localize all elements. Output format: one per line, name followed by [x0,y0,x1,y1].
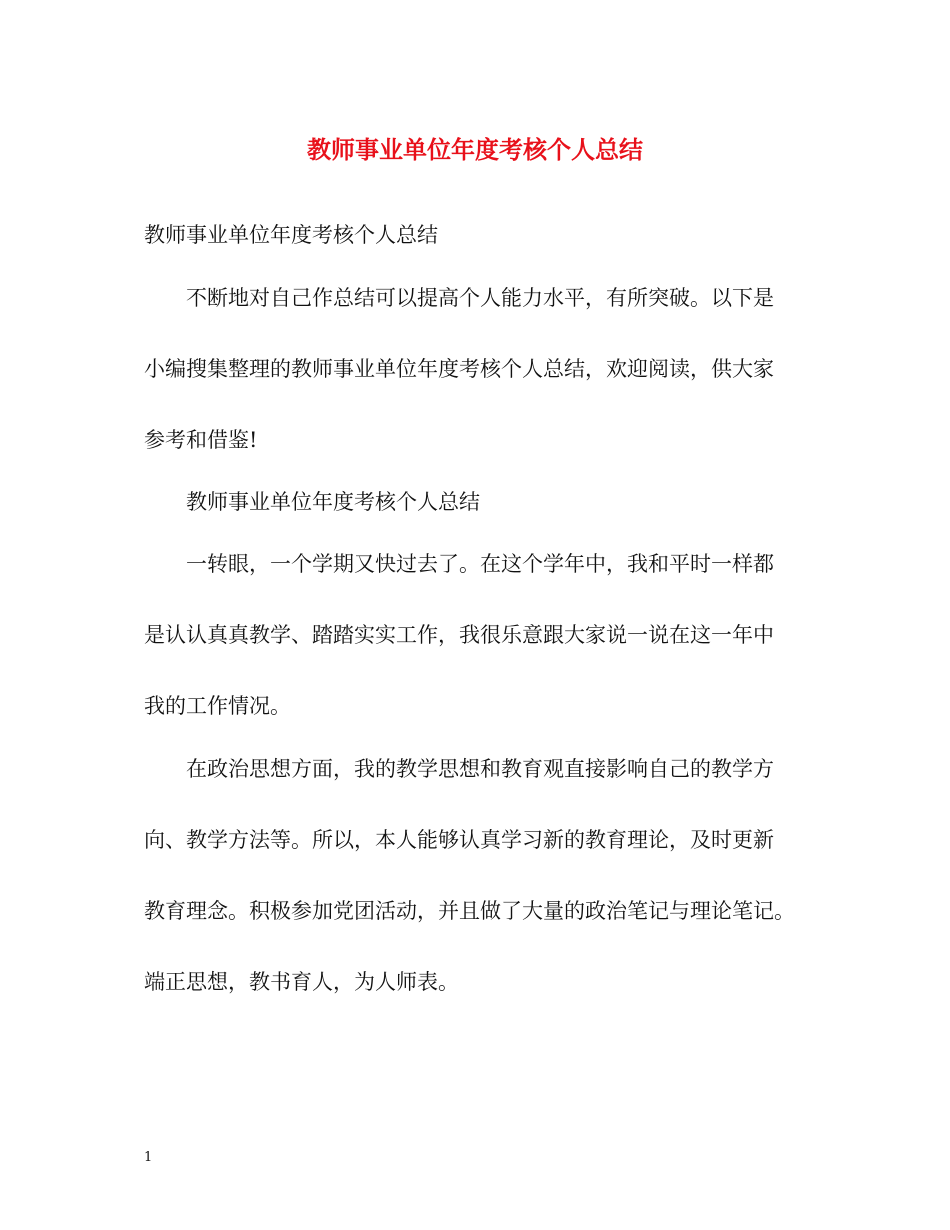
paragraph2-line-1: 在政治思想方面，我的教学思想和教育观直接影响自己的教学方 [186,757,774,781]
intro-line-2: 小编搜集整理的教师事业单位年度考核个人总结，欢迎阅读，供大家 [144,357,774,381]
paragraph2-line-3: 教育理念。积极参加党团活动，并且做了大量的政治笔记与理论笔记。 [144,899,795,923]
section-heading: 教师事业单位年度考核个人总结 [186,490,480,514]
paragraph1-line-2: 是认认真真教学、踏踏实实工作，我很乐意跟大家说一说在这一年中 [144,623,774,647]
intro-line-3: 参考和借鉴! [144,428,258,452]
document-title: 教师事业单位年度考核个人总结 [307,135,643,164]
page-number: 1 [144,1150,153,1165]
intro-line-1: 不断地对自己作总结可以提高个人能力水平，有所突破。以下是 [186,286,774,310]
paragraph2-line-4: 端正思想，教书育人，为人师表。 [144,970,459,994]
subtitle: 教师事业单位年度考核个人总结 [144,223,438,247]
paragraph1-line-1: 一转眼，一个学期又快过去了。在这个学年中，我和平时一样都 [186,552,774,576]
paragraph2-line-2: 向、教学方法等。所以，本人能够认真学习新的教育理论，及时更新 [144,828,774,852]
paragraph1-line-3: 我的工作情况。 [144,694,291,718]
